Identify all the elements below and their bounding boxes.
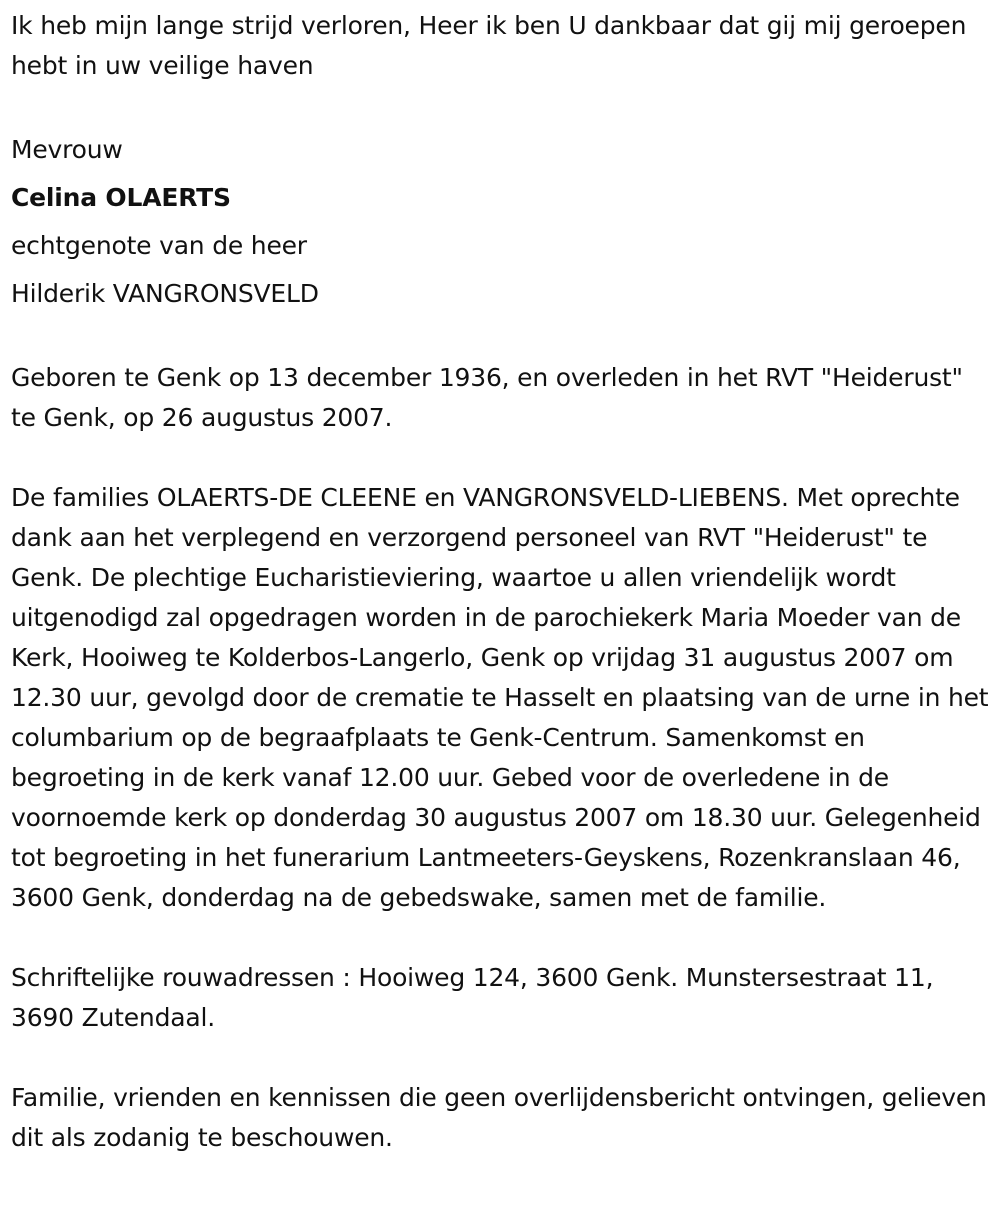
birth-death-paragraph: Geboren te Genk op 13 december 1936, en overleden in het RVT "Heiderust" te Genk, op 26 augustus 2007. (11, 363, 963, 432)
spacer (11, 1038, 990, 1078)
condolence-addresses-paragraph: Schriftelijke rouwadressen : Hooiweg 124, 3600 Genk. Munstersestraat 11, 3690 Zutendaal. (11, 963, 934, 1032)
honorific: Mevrouw (11, 135, 123, 164)
spouse-name: Hilderik VANGRONSVELD (11, 279, 319, 308)
deceased-name: Celina OLAERTS (11, 183, 231, 212)
spacer (11, 318, 990, 358)
spacer (11, 86, 990, 126)
spouse-relation: echtgenote van de heer (11, 231, 307, 260)
closing-note-paragraph: Familie, vrienden en kennissen die geen overlijdensbericht ontvingen, gelieven dit als zodanig te beschouwen. (11, 1083, 987, 1152)
opening-verse: Ik heb mijn lange strijd verloren, Heer ik ben U dankbaar dat gij mij geroepen hebt in uw veilige haven (11, 11, 967, 80)
spacer (11, 918, 990, 958)
spacer (11, 438, 990, 478)
families-arrangements-paragraph: De families OLAERTS-DE CLEENE en VANGRONSVELD-LIEBENS. Met oprechte dank aan het verplegend en verzorgend personeel van RVT "Heiderust" te Genk. De plechtige Eucharistieviering, waartoe u allen vriendelijk wordt uitgenodigd zal opgedragen worden in de parochiekerk Maria Moeder van de Kerk, Hooiweg te Kolderbos-Langerlo, Genk op vrijdag 31 augustus 2007 om 12.30 uur, gevolgd door de crematie te Hasselt en plaatsing van de urne in het columbarium op de begraafplaats te Genk-Centrum. Samenkomst en begroeting in de kerk vanaf 12.00 uur. Gebed voor de overledene in de voornoemde kerk op donderdag 30 augustus 2007 om 18.30 uur. Gelegenheid tot begroeting in het funerarium Lantmeeters-Geyskens, Rozenkranslaan 46, 3600 Genk, donderdag na de gebedswake, samen met de familie. (11, 483, 989, 912)
